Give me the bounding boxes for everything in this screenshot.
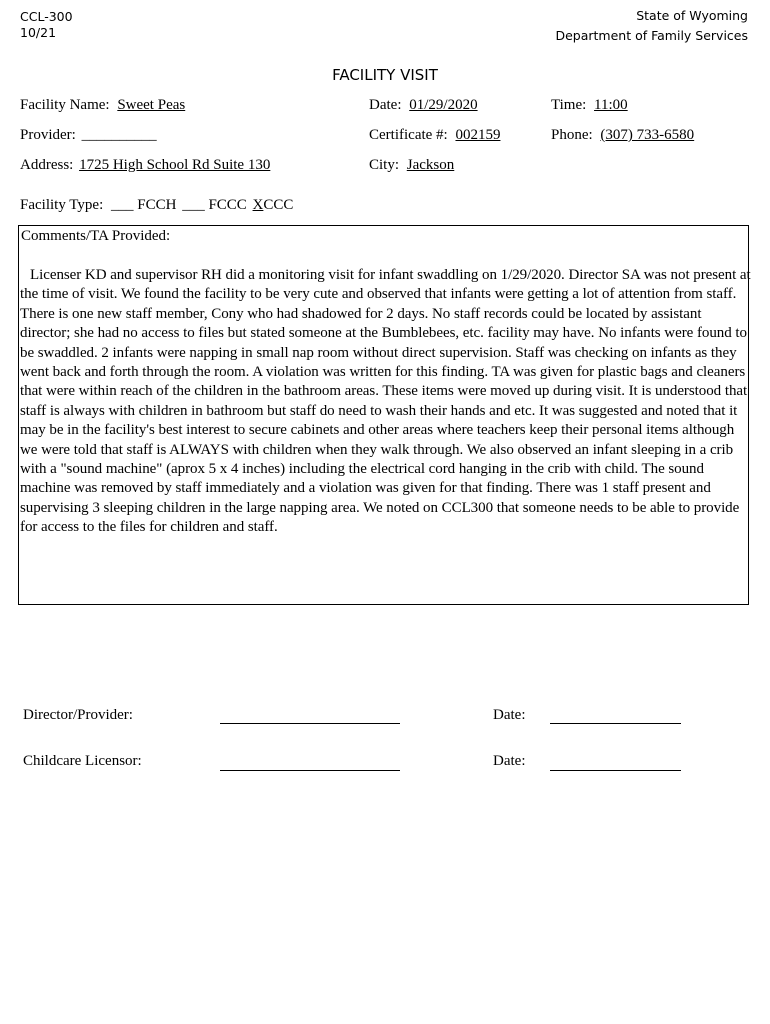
certificate-field [369, 127, 500, 144]
date-value: 01/29/2020 [409, 97, 478, 113]
form-code-block [20, 9, 73, 41]
licensor-date-label: Date: [493, 753, 526, 769]
city-field [369, 157, 454, 174]
licensor-date-line [550, 770, 681, 771]
time-label: Time: [551, 97, 587, 113]
phone-value: (307) 733-6580 [600, 127, 695, 143]
form-revision-date: 10/21 [20, 25, 57, 40]
provider-field [20, 127, 157, 144]
licensor-signature-label: Childcare Licensor: [23, 753, 142, 769]
fccc-checkbox: ___ [182, 197, 205, 213]
fcch-checkbox: ___ [111, 197, 134, 213]
comments-text: Licenser KD and supervisor RH did a monitoring visit for infant swaddling on 1/29/2020. Director SA was not present at the time of visit. We found the facility to be very cute and observed that infants were getting a lot of attention from staff. There is one new staff member, Cony who had shadowed for 2 days. No staff records could be located by assistant director; she had no access to files but stated someone at the Bumblebees, etc. facility may have. No infants were found to be swaddled. 2 infants were napping in small nap room without direct supervision. Staff was checking on infants as they went back and forth through the room. A violation was written for this finding. TA was given for plastic bags and cleaners that were within reach of the children in the bathroom areas. These items were moved up during visit. It is understood that staff is always with children in bathroom but staff do need to wash their hands and etc. It was suggested and noted that it may be in the facility's best interest to secure cabinets and other areas where teachers keep their personal items although we were told that staff is ALWAYS with children when they walk through. We also observed an infant sleeping in a crib with a "sound machine" (aprox 5 x 4 inches) including the electrical cord hanging in the crib with child. The sound machine was removed by staff immediately and a violation was given for that finding. There was 1 staff present and supervising 3 sleeping children in the large napping area. We noted on CCL300 that someone needs to be able to provide for access to the files for children and staff. [20, 267, 751, 536]
city-value: Jackson [406, 157, 455, 173]
address-label: Address: [20, 157, 74, 173]
facility-name-label: Facility Name: [20, 97, 110, 113]
date-label: Date: [369, 97, 402, 113]
address-value: 1725 High School Rd Suite 130 [79, 157, 271, 173]
licensor-signature-line [220, 770, 400, 771]
phone-label: Phone: [551, 127, 593, 143]
state-name: State of Wyoming [636, 8, 748, 23]
ccc-checkmark: X [252, 197, 264, 213]
date-field [369, 97, 478, 114]
form-code: CCL-300 [20, 9, 73, 24]
comments-box [18, 225, 749, 605]
comments-label: Comments/TA Provided: [21, 228, 171, 244]
director-date-line [550, 723, 681, 724]
page-title: FACILITY VISIT [332, 66, 438, 84]
ccc-label: CCC [263, 197, 294, 213]
facility-name-field [20, 97, 185, 114]
facility-type-label: Facility Type: [20, 197, 104, 213]
fcch-label: FCCH [137, 197, 177, 213]
agency-block [555, 6, 748, 46]
director-signature-label: Director/Provider: [23, 707, 133, 723]
time-value: 11:00 [594, 97, 628, 113]
facility-name-value: Sweet Peas [117, 97, 186, 113]
director-date-label: Date: [493, 707, 526, 723]
department-name: Department of Family Services [555, 28, 748, 43]
address-field [20, 157, 270, 174]
phone-field [551, 127, 694, 144]
time-field [551, 97, 628, 114]
certificate-value: 002159 [455, 127, 501, 143]
certificate-label: Certificate #: [369, 127, 448, 143]
provider-label: Provider: [20, 127, 76, 143]
facility-type-field [20, 197, 293, 214]
fccc-label: FCCC [208, 197, 247, 213]
provider-value: __________ [81, 127, 157, 143]
city-label: City: [369, 157, 400, 173]
director-signature-line [220, 723, 400, 724]
